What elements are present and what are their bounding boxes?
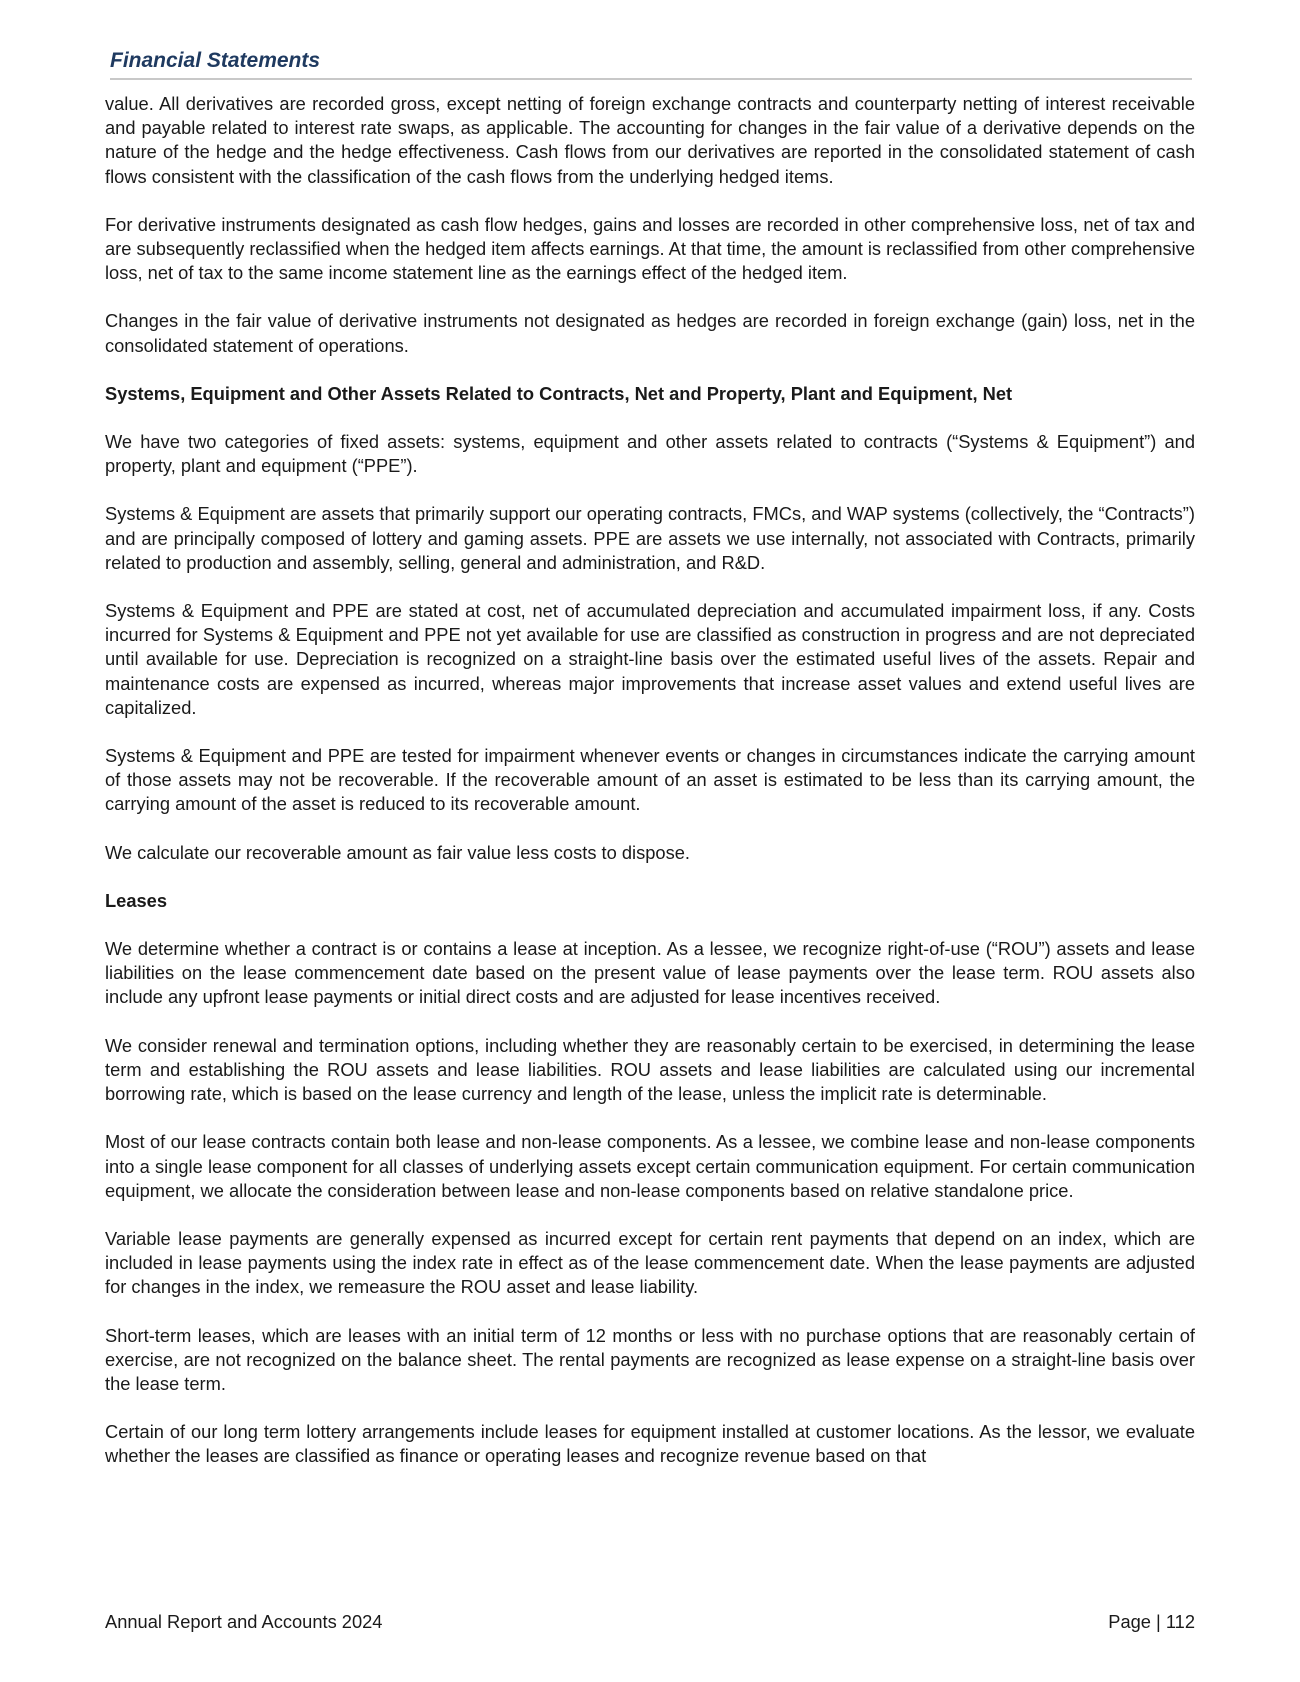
paragraph-variable-lease-payments: Variable lease payments are generally expensed as incurred except for certain rent payments that depend on an index, which are included in lease payments using the index rate in effect as of the lease commencement date. When the lease payments are adjusted for changes in the index, we remeasure the ROU asset and lease liability. xyxy=(105,1227,1195,1298)
paragraph-lessor-arrangements: Certain of our long term lottery arrangements include leases for equipment installed at customer locations. As the lessor, we evaluate whether the leases are classified as finance or operating leases and recognize revenue based on that xyxy=(105,1421,1195,1467)
page-header xyxy=(110,48,1192,80)
page-footer xyxy=(105,1610,1195,1636)
paragraph-systems-equipment-definition: Systems & Equipment are assets that primarily support our operating contracts, FMCs, and WAP systems (collectively, the “Contracts”) and are principally composed of lottery and gaming assets. PPE are assets we use internally, not associated with Contracts, primarily related to production and assembly, selling, general and administration, and R&D. xyxy=(105,503,1195,573)
paragraph-cash-flow-hedges: For derivative instruments designated as cash flow hedges, gains and losses are recorded in other comprehensive loss, net of tax and are subsequently reclassified when the hedged item affects earnings. At that time, the amount is reclassified from other comprehensive loss, net of tax to the same income statement line as the earnings effect of the hedged item. xyxy=(105,213,1196,284)
page-title: Financial Statements xyxy=(110,49,321,72)
section-heading-systems-equipment: Systems, Equipment and Other Assets Related to Contracts, Net and Property, Plant and Equipment, Net xyxy=(105,382,1013,404)
paragraph-short-term-leases: Short-term leases, which are leases with an initial term of 12 months or less with no purchase options that are reasonably certain of exercise, are not recognized on the balance sheet. The rental payments are recognized as lease expense on a straight-line basis over the lease term. xyxy=(105,1324,1195,1394)
document-body xyxy=(105,92,1195,1469)
paragraph-renewal-termination: We consider renewal and termination options, including whether they are reasonably certain to be exercised, in determining the lease term and establishing the ROU assets and lease liabilities. ROU assets and lease liabilities are calculated using our incremental borrowing rate, which is based on the lease currency and length of the lease, unless the implicit rate is determinable. xyxy=(105,1034,1195,1105)
footer-report-name: Annual Report and Accounts 2024 xyxy=(105,1611,383,1632)
footer-page-number: Page | 112 xyxy=(1108,1611,1195,1632)
paragraph-lease-components: Most of our lease contracts contain both lease and non-lease components. As a lessee, we combine lease and non-lease components into a single lease component for all classes of underlying assets except certain communication equipment. For certain communication equipment, we allocate the consideration between lease and non-lease components based on relative standalone price. xyxy=(105,1131,1195,1201)
paragraph-cost-depreciation: Systems & Equipment and PPE are stated at cost, net of accumulated depreciation and accumulated impairment loss, if any. Costs incurred for Systems & Equipment and PPE not yet available for use are classified as construction in progress and are not depreciated until available for use. Depreciation is recognized on a straight-line basis over the estimated useful lives of the assets. Repair and maintenance costs are expensed as incurred, whereas major improvements that increase asset values and extend useful lives are capitalized. xyxy=(105,600,1195,718)
paragraph-lease-inception: We determine whether a contract is or contains a lease at inception. As a lessee, we recognize right-of-use (“ROU”) assets and lease liabilities on the lease commencement date based on the present value of lease payments over the lease term. ROU assets also include any upfront lease payments or initial direct costs and are adjusted for lease incentives received. xyxy=(105,938,1195,1008)
paragraph-fixed-asset-categories: We have two categories of fixed assets: systems, equipment and other assets related to contracts (“Systems & Equipment”) and property, plant and equipment (“PPE”). xyxy=(105,431,1195,477)
paragraph-recoverable-amount: We calculate our recoverable amount as fair value less costs to dispose. xyxy=(105,841,690,863)
paragraph-derivatives-recording: value. All derivatives are recorded gross, except netting of foreign exchange contracts and counterparty netting of interest receivable and payable related to interest rate swaps, as applicable. The accounting for changes in the fair value of a derivative depends on the nature of the hedge and the hedge effectiveness. Cash flows from our derivatives are reported in the consolidated statement of cash flows consistent with the classification of the cash flows from the underlying hedged items. xyxy=(105,93,1195,187)
section-heading-leases: Leases xyxy=(105,889,168,911)
paragraph-impairment-testing: Systems & Equipment and PPE are tested for impairment whenever events or changes in circumstances indicate the carrying amount of those assets may not be recoverable. If the recoverable amount of an asset is estimated to be less than its carrying amount, the carrying amount of the asset is reduced to its recoverable amount. xyxy=(105,745,1195,815)
paragraph-non-designated-hedges: Changes in the fair value of derivative instruments not designated as hedges are recorded in foreign exchange (gain) loss, net in the consolidated statement of operations. xyxy=(105,310,1195,356)
